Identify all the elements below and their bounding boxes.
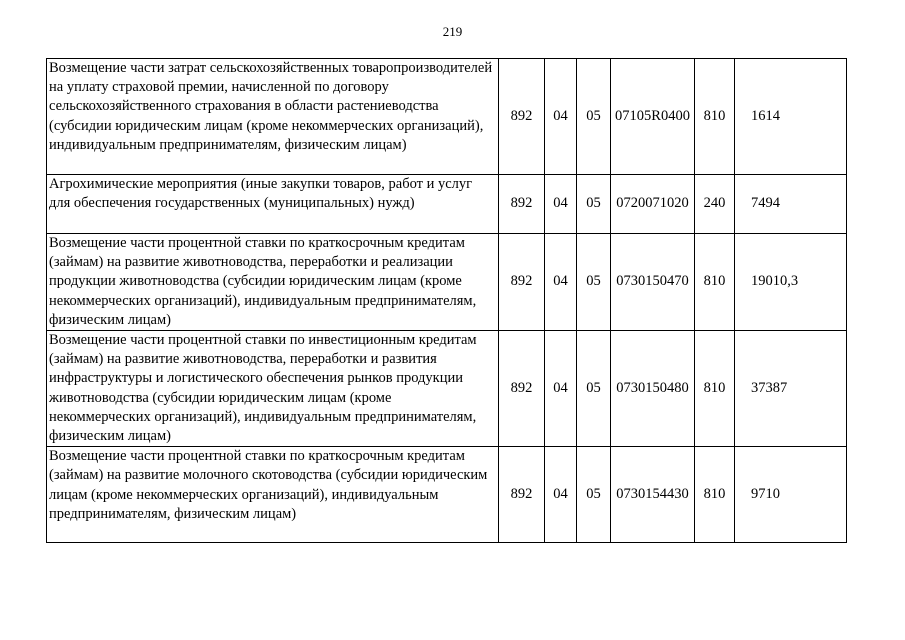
amount-value: 37387 xyxy=(735,331,847,447)
expense-type-code: 240 xyxy=(695,175,735,234)
section-code: 04 xyxy=(545,234,577,331)
grbs-code: 892 xyxy=(499,234,545,331)
table-row xyxy=(47,331,847,447)
budget-table xyxy=(46,58,847,543)
row-description: Агрохимические мероприятия (иные закупки товаров, работ и услуг для обеспечения государственных (муниципальных) нужд) xyxy=(47,175,499,234)
row-description: Возмещение части процентной ставки по краткосрочным кредитам (займам) на развитие животноводства, переработки и реализации продукции животноводства (субсидии юридическим лицам (кроме некоммерческих организаций), индивидуальным предпринимателям, физическим лицам) xyxy=(47,234,499,331)
expense-type-code: 810 xyxy=(695,331,735,447)
amount-value: 19010,3 xyxy=(735,234,847,331)
grbs-code: 892 xyxy=(499,59,545,175)
subsection-code: 05 xyxy=(577,59,611,175)
amount-value: 7494 xyxy=(735,175,847,234)
grbs-code: 892 xyxy=(499,331,545,447)
amount-value: 1614 xyxy=(735,59,847,175)
table-row xyxy=(47,234,847,331)
subsection-code: 05 xyxy=(577,175,611,234)
section-code: 04 xyxy=(545,447,577,543)
section-code: 04 xyxy=(545,59,577,175)
expense-type-code: 810 xyxy=(695,447,735,543)
subsection-code: 05 xyxy=(577,331,611,447)
expense-type-code: 810 xyxy=(695,234,735,331)
target-article-code: 0720071020 xyxy=(611,175,695,234)
grbs-code: 892 xyxy=(499,447,545,543)
table-row xyxy=(47,447,847,543)
table-row xyxy=(47,59,847,175)
table-row xyxy=(47,175,847,234)
target-article-code: 07105R0400 xyxy=(611,59,695,175)
row-description: Возмещение части процентной ставки по краткосрочным кредитам (займам) на развитие молочного скотоводства (субсидии юридическим лицам (кроме некоммерческих организаций), индивидуальным предпринимателям, физическим лицам) xyxy=(47,447,499,543)
section-code: 04 xyxy=(545,331,577,447)
section-code: 04 xyxy=(545,175,577,234)
grbs-code: 892 xyxy=(499,175,545,234)
subsection-code: 05 xyxy=(577,234,611,331)
page-number: 219 xyxy=(442,24,463,39)
expense-type-code: 810 xyxy=(695,59,735,175)
target-article-code: 0730150470 xyxy=(611,234,695,331)
amount-value: 9710 xyxy=(735,447,847,543)
target-article-code: 0730150480 xyxy=(611,331,695,447)
row-description: Возмещение части затрат сельскохозяйственных товаропроизводителей на уплату страховой премии, начисленной по договору сельскохозяйственного страхования в области растениеводства (субсидии юридическим лицам (кроме некоммерческих организаций), индивидуальным предпринимателям, физическим лицам) xyxy=(47,59,499,175)
target-article-code: 0730154430 xyxy=(611,447,695,543)
subsection-code: 05 xyxy=(577,447,611,543)
row-description: Возмещение части процентной ставки по инвестиционным кредитам (займам) на развитие животноводства, переработки и развития инфраструктуры и логистического обеспечения рынков продукции животноводства (субсидии юридическим лицам (кроме некоммерческих организаций), индивидуальным предпринимателям, физическим лицам) xyxy=(47,331,499,447)
